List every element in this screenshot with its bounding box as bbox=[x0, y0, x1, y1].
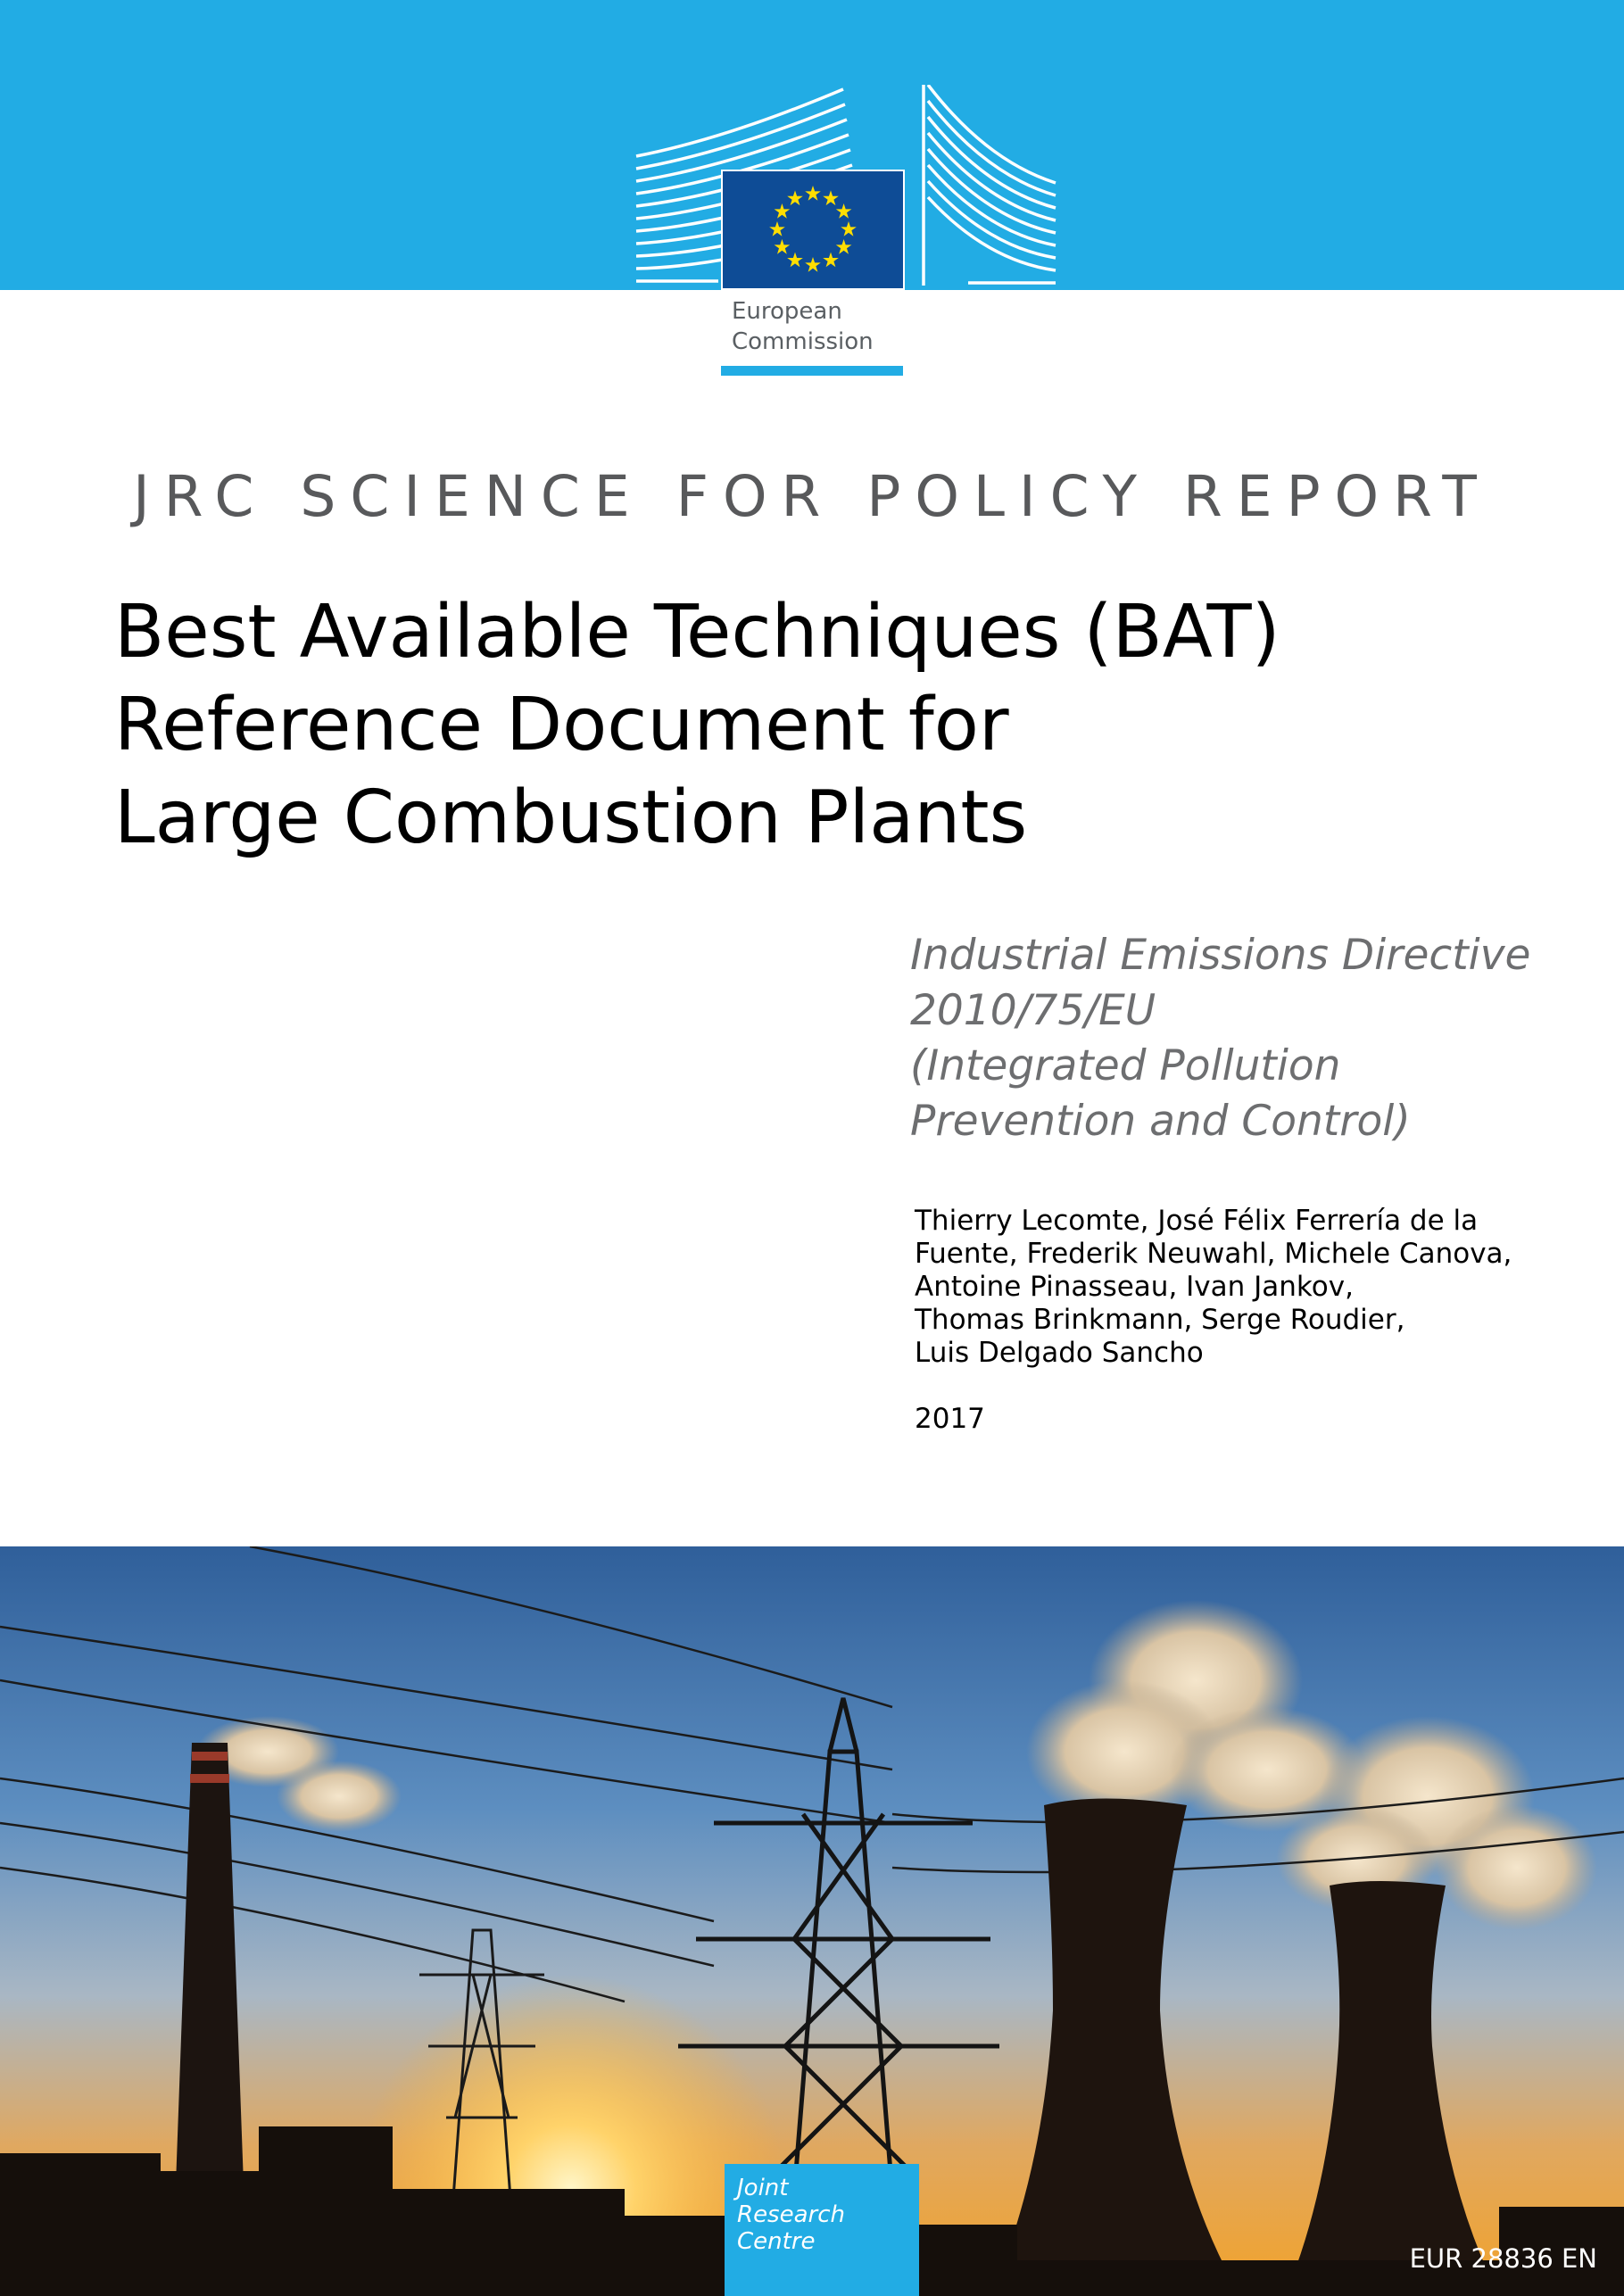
report-subtitle bbox=[910, 928, 1597, 1149]
authors-line-2: Fuente, Frederik Neuwahl, Michele Canova, bbox=[915, 1238, 1512, 1270]
jrc-logo bbox=[725, 2164, 919, 2296]
authors-line-1: Thierry Lecomte, José Félix Ferrería de la bbox=[915, 1205, 1479, 1237]
report-series: JRC SCIENCE FOR POLICY REPORT bbox=[133, 464, 1491, 529]
subtitle-line-1: Industrial Emissions Directive bbox=[910, 931, 1531, 980]
subtitle-line-3: (Integrated Pollution bbox=[910, 1041, 1341, 1090]
authors-line-5: Luis Delgado Sancho bbox=[915, 1337, 1204, 1369]
authors-line-3: Antoine Pinasseau, Ivan Jankov, bbox=[915, 1271, 1354, 1303]
subtitle-line-2: 2010/75/EU bbox=[910, 986, 1156, 1035]
publication-year: 2017 bbox=[915, 1403, 985, 1435]
authors-list bbox=[915, 1205, 1512, 1370]
authors-line-4: Thomas Brinkmann, Serge Roudier, bbox=[915, 1304, 1405, 1336]
jrc-logo-line-1: Joint bbox=[737, 2175, 789, 2201]
title-line-1: Best Available Techniques (BAT) bbox=[114, 590, 1280, 675]
title-line-2: Reference Document for bbox=[114, 683, 1009, 767]
report-number: EUR 28836 EN bbox=[1409, 2243, 1597, 2274]
title-line-3: Large Combustion Plants bbox=[114, 775, 1028, 860]
logo-text-commission: Commission bbox=[732, 328, 874, 355]
logo-text-european: European bbox=[732, 298, 842, 325]
jrc-logo-line-3: Centre bbox=[737, 2228, 816, 2255]
subtitle-line-4: Prevention and Control) bbox=[910, 1097, 1411, 1146]
report-title bbox=[114, 586, 1280, 865]
logo-underline bbox=[721, 366, 903, 376]
jrc-logo-line-2: Research bbox=[737, 2201, 845, 2228]
